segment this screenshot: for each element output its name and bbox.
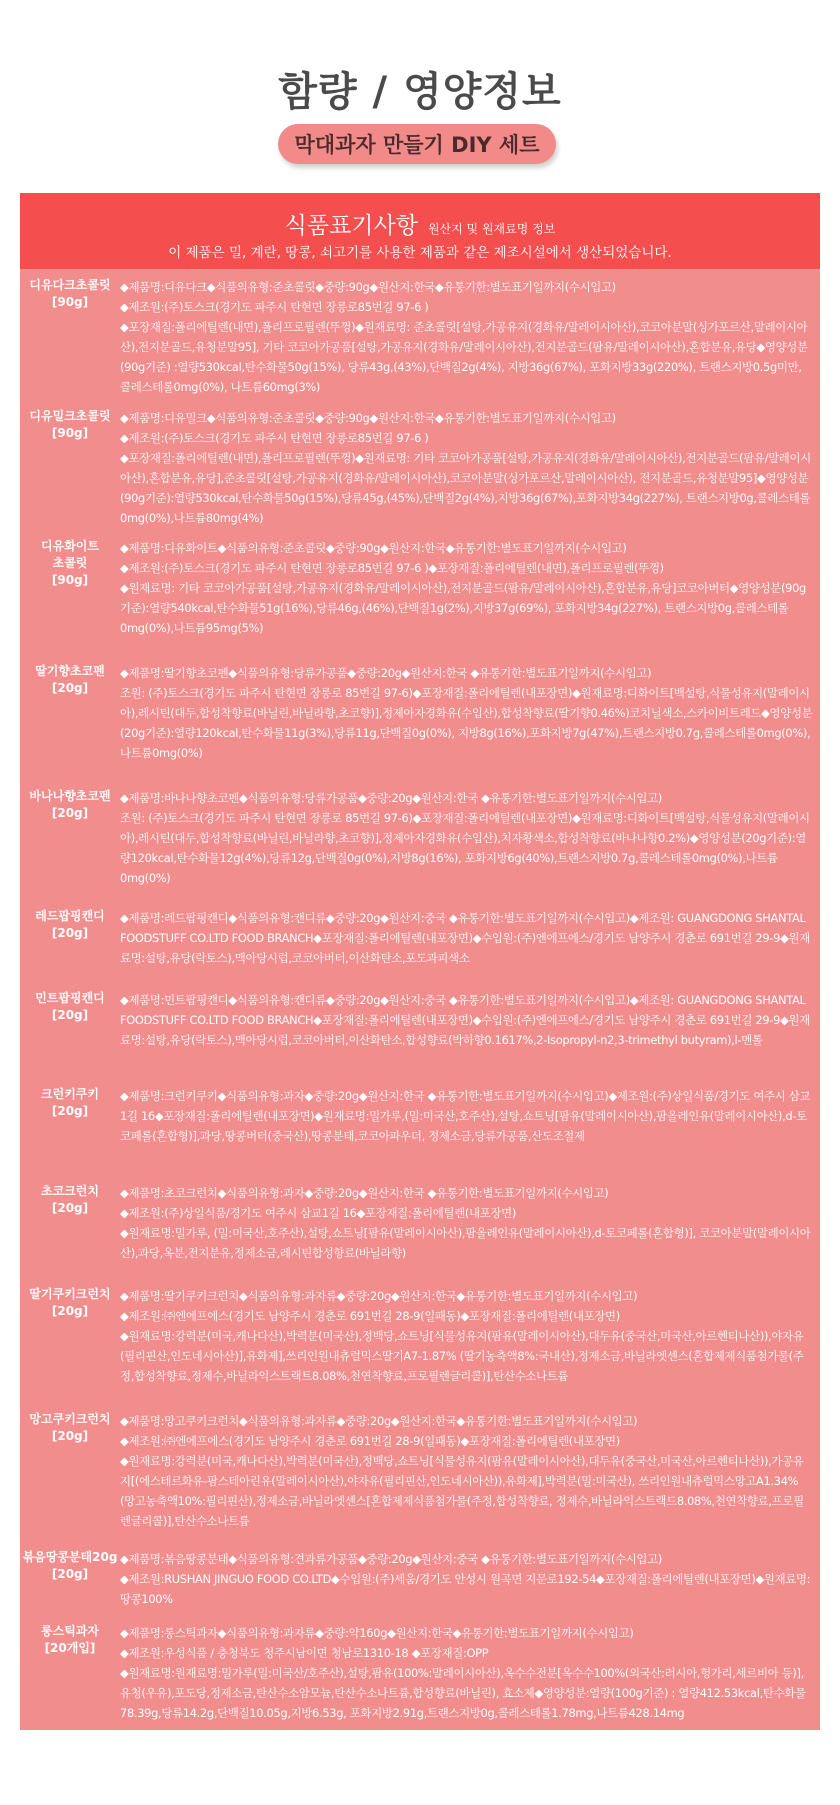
product-name-line: [20g] <box>51 926 89 940</box>
product-name-line: 크런키쿠키 <box>41 1087 99 1101</box>
detail-paragraph: ◆제품명:딸기쿠키크런치◆식품의유형:과자류◆중량:20g◆원산지:한국◆유통기한:별도표기일까지(수시입고) <box>120 1289 638 1303</box>
product-details <box>120 1086 813 1146</box>
product-details <box>120 788 813 888</box>
detail-paragraph: ◆제품명:디유다크◆식품의유형:준초콜릿◆중량:90g◆원산지:한국◆유통기한:별도표기일까지(수시입고) <box>120 280 616 294</box>
detail-paragraph: ◆제품명:바나나향초코펜◆식품의유형:당류가공품◆중량:20g◆원산지:한국 ◆유통기한:별도표기일까지(수시입고) <box>120 791 662 805</box>
detail-paragraph: ◆제조원:(주)토스크(경기도 파주시 탄현면 장릉로85번길 97-6 ) <box>120 431 429 445</box>
detail-paragraph: ◆제품명:초코크런치◆식품의유형:과자◆중량:20g◆원산지:한국 ◆유통기한:별도표기일까지(수시입고) <box>120 1186 609 1200</box>
product-name <box>20 990 120 1024</box>
product-name-line: [20g] <box>51 1567 89 1581</box>
header-description: 이 제품은 밀, 계란, 땅콩, 쇠고기를 사용한 제품과 같은 제조시설에서 생산되었습니다. <box>168 245 672 261</box>
product-name-line: [20g] <box>51 1304 89 1318</box>
product-name <box>20 1411 120 1445</box>
detail-paragraph: ◆제품명:망고쿠키크런치◆식품의유형:과자류◆중량:20g◆원산지:한국◆유통기한:별도표기일까지(수시입고) <box>120 1414 638 1428</box>
product-name-line: 딸기향초코펜 <box>35 664 105 678</box>
product-name-line: 디유다크초콜릿 <box>29 278 111 292</box>
detail-paragraph: ◆제조원:우성식품 / 충청북도 청주시남이면 청남로1310-18 ◆포장재질:OPP <box>120 1646 489 1660</box>
product-name <box>20 788 120 822</box>
product-name-line: [20g] <box>51 1104 89 1118</box>
product-name-line: [20g] <box>51 1201 89 1215</box>
detail-paragraph: ◆제조원:(주)토스크(경기도 파주시 탄현면 장릉로85번길 97-6 )◆포장재질:폴리에틸렌(내면),폴리프로필렌(뚜껑) <box>120 561 664 575</box>
product-name-line: 초코크런치 <box>41 1184 99 1198</box>
food-label-panel <box>20 193 820 1730</box>
product-name-line: [20g] <box>51 1008 89 1022</box>
product-details <box>120 1286 813 1386</box>
detail-paragraph: ◆제품명:크런키쿠키◆식품의유형:과자◆중량:20g◆원산지:한국 ◆유통기한:별도표기일까지(수시입고)◆제조원:(주)상일식품/경기도 여주시 삼교1길 16◆포장재질:폴리에틸렌(내포장면)◆원재료명:밀가루,(밀:미국산,호주산),설탕,쇼트닝[팜유(말레이시아산),팜올레인유(말레이시아산),d-토코페롤(혼합형)],과당,땅콩버터(중국산),땅콩분태,코코아파우더, 정제소금,당류가공품,산도조절제 <box>120 1089 811 1143</box>
product-name-line: [20g] <box>51 681 89 695</box>
product-name-line: 망고쿠키크런치 <box>29 1412 111 1426</box>
detail-paragraph: ◆제품명:레드팝핑캔디◆식품의유형:캔디류◆중량:20g◆원산지:중국 ◆유통기한:별도표기일까지(수시입고)◆제조원: GUANGDONG SHANTAL FOODSTUFF CO.LTD FOOD BRANCH◆포장재질:폴리에틸렌(내포장면)◆수입원:(주)엔에프에스/경기도 남양주시 경춘로 691번길 29-9◆원재료명:설탕,유당(락토스),맥아당시럽,코코아버터,이산화탄소,포도과피색소 <box>120 911 810 965</box>
detail-paragraph: ◆제조원:(주)토스크(경기도 파주시 탄현면 장릉로85번길 97-6 ) <box>120 300 429 314</box>
subtitle-badge <box>278 124 556 164</box>
product-details <box>120 408 813 528</box>
detail-paragraph: 조원: (주)토스크(경기도 파주시 탄현면 장릉로 85번길 97-6)◆포장재질:폴리에틸렌(내포장면)◆원재료명:디화이트[백설탕,식물성유지(말레이시아),레시틴(대두,합성착향료(바닐린,바닐라향,초코향)],정제아자경화유(수입산),합성착향료(딸기향0.46%)코치닐색소,스카이비트레드◆영양성분(20g기준):열량120kcal,탄수화물11g(3%),당류11g,단백질0g(0%), 지방8g(16%),포화지방7g(47%),트랜스지방0.7g,콜레스테롤0mg(0%),나트륨0mg(0%) <box>120 686 813 760</box>
product-name-line: 볶음땅콩분태20g <box>22 1550 118 1564</box>
product-details <box>120 1411 813 1531</box>
detail-paragraph: ◆제조원:㈜엔에프에스(경기도 남양주시 경춘로 691번길 28-9(일패동)◆포장재질:폴리에틸렌(내포장면) <box>120 1434 620 1448</box>
product-name-line: [90g] <box>51 295 89 309</box>
detail-paragraph: ◆제품명:볶음땅콩분태◆식품의유형:견과류가공품◆중량:20g◆원산지:중국 ◆유통기한:별도표기일까지(수시입고) <box>120 1552 662 1566</box>
header-title-row <box>20 207 820 240</box>
product-name-line: 디유화이트 <box>41 539 99 553</box>
detail-paragraph: ◆제조원:RUSHAN JINGUO FOOD CO.LTD◆수입원:(주)세움/경기도 안성시 원곡면 지문로192-54◆포장재질:폴리에틸렌(내포장면)◆원재료명:땅콩100% <box>120 1572 811 1606</box>
product-name-line: 딸기쿠키크런치 <box>29 1287 111 1301</box>
product-name <box>20 1549 120 1583</box>
product-name-line: [20g] <box>51 806 89 820</box>
product-details <box>120 1623 813 1723</box>
subtitle-label: 막대과자 만들기 DIY 세트 <box>294 133 540 157</box>
detail-paragraph: ◆원재료명: 기타 코코아가공품[설탕,가공유지(경화유/말레이시아산),전지분골드(팜유/말레이시아산),혼합분유,유당]코코아버터◆영양성분(90g기준):열량540kcal,탄수화물51g(16%),당류46g,(46%),단백질1g(2%),지방37g(69%), 포화지방34g(227%), 트랜스지방0g,콜레스테롤0mg(0%),나트륨95mg(5%) <box>120 581 806 635</box>
detail-paragraph: ◆제품명:딸기향초코펜◆식품의유형:당류가공품◆중량:20g◆원산지:한국 ◆유통기한:별도표기일까지(수시입고) <box>120 666 652 680</box>
detail-paragraph: ◆원재료명:강력분(미국,캐나다산),박력분(미국산),정백당,쇼트닝[식물성유지(팜유(말레이시아산),대두유(중국산,미국산,아르헨티나산)),야자유(필리핀산,인도네시아산)],유화제],쓰리인원내츄럴믹스딸기A7-1.87% (딸기농축액8%:국내산),정제소금,바닐라엣센스(혼합제제식품첨가물(주정,합성착향료,정제수,바닐라익스트랙트8.08%,천연착향료,프로필렌글리콜)],탄산수소나트륨 <box>120 1329 804 1383</box>
product-name <box>20 1286 120 1320</box>
product-name <box>20 538 120 589</box>
panel-header <box>20 193 820 269</box>
detail-paragraph: ◆원재료명:강력분(미국,캐나다산),박력분(미국산),정백당,쇼트닝[식물성유지(팜유(말레이시아산),대두유(중국산,미국산,아르헨티나산)),가공유지[(에스테르화유-팜스테아린유(말레이시아산),야자유(필리핀산,인도네시아산)),유화제],박력분(밀:미국산), 쓰리인원내츄럴믹스망고A1.34%(망고농축액10%:필리핀산),정제소금,바닐라엣센스[혼합제제식품첨가물(주정,합성착향료, 정제수,바닐라익스트랙드8.08%,천연착향료,프로필렌글리콜)],탄산수소나트륨 <box>120 1454 804 1528</box>
detail-paragraph: ◆원재료명:밀가루, (밀:미국산,호주산),설탕,쇼트닝[팜유(말레이시아산),팜올레인유(말레이시아산),d-토코페롤(혼합형)], 코코아분말(말레이시아산),과당,옥분,전지분유,정제소금,레시틴합성향료(바닐라향) <box>120 1226 811 1260</box>
product-name-line: [20g] <box>51 1429 89 1443</box>
header-subtitle: 원산지 및 원재료명 정보 <box>427 222 556 236</box>
product-name <box>20 908 120 942</box>
product-details <box>120 1549 813 1609</box>
detail-paragraph: ◆포장재질:폴리에틸렌(내면),폴리프로필렌(뚜껑)◆원재료명: 기타 코코아가공품[설탕,가공유지(경화유/말레이시아산),전지분골드(팜유/말레이시아산),혼합분유,유당],준초콜릿[설탕,가공유지(경화유/말레이시아산),코코아분말(싱가포르산,말레이시아산), 전지분골드,유청분말95]◆영양성분(90g기준):열량530kcal,탄수화물50g(15%),당류45g,(45%),단백질2g(4%),지방36g(67%),포화지방34g(227%), 트랜스지방0g,콜레스테롤0mg(0%),나트륨80mg(4%) <box>120 451 811 525</box>
product-name-line: [90g] <box>51 573 89 587</box>
product-name-line: 초콜릿 <box>52 556 88 570</box>
product-name <box>20 1086 120 1120</box>
product-details <box>120 1183 813 1263</box>
product-name <box>20 1623 120 1657</box>
product-name <box>20 408 120 442</box>
product-details <box>120 538 813 638</box>
detail-paragraph: 조원: (주)토스크(경기도 파주시 탄현면 장릉로 85번길 97-6)◆포장재질:폴리에틸렌(내포장면)◆원재료명:디화이트[백설탕,식물성유지(말레이시아),레시틴(대두,합성착향료(바닐린,바닐라향,초코향)],정제아자경화유(수입산),치자황색소,합성착향료(바나나향0.2%)◆영양성분(20g기준):열량120kcal,탄수화물12g(4%),당류12g,단백질0g(0%),지방8g(16%), 포화지방6g(40%),트랜스지방0.7g,콜레스테롤0mg(0%),나트륨0mg(0%) <box>120 811 810 885</box>
detail-paragraph: ◆원재료명:원재료명:밀가루(밀:미국산/호주산),설탕,팜유(100%:말레이시아산),옥수수전분[옥수수100%(외국산:러시아,헝가리,세르비아 등)],유청(우유),포도당,정제소금,탄산수소암모늄,탄산수소나트륨,합성향료(바닐린), 효소제◆영양성분:열량(100g기준) : 열량412.53kcal,탄수화물78.39g,당류14.2g,단백질10.05g,지방6.53g, 포화지방2.91g,트랜스지방0g,콜레스테롤1.78mg,나트륨428.14mg <box>120 1666 806 1720</box>
product-name-line: 롱스틱과자 <box>41 1624 99 1638</box>
product-name-line: 레드팝핑캔디 <box>35 909 105 923</box>
detail-paragraph: ◆제품명:디유밀크◆식품의유형:준초콜릿◆중량:90g◆원산지:한국◆유통기한:별도표기일까지(수시입고) <box>120 411 616 425</box>
detail-paragraph: ◆제품명:민트팝핑캔디◆식품의유형:캔디류◆중량:20g◆원산지:중국 ◆유통기한:별도표기일까지(수시입고)◆제조원: GUANGDONG SHANTAL FOODSTUFF CO.LTD FOOD BRANCH◆포장재질:폴리에틸렌(내포장면)◆수입원:(주)엔에프에스/경기도 남양주시 경춘로 691번길 29-9◆원재료명:설탕,유당(락토스),맥아당시럽,코코아버터,이산화탄소,합성향료(박하향0.1617%,2-Isopropyl-n2,3-trimethyl butyram),l-멘톨 <box>120 993 810 1047</box>
product-name-line: 바나나향초코펜 <box>29 789 111 803</box>
product-name <box>20 277 120 311</box>
detail-paragraph: ◆제조원:㈜엔에프에스(경기도 남양주시 경춘로 691번길 28-9(일패동)◆포장재질:폴리에틸렌(내포장면) <box>120 1309 620 1323</box>
product-details <box>120 663 813 763</box>
header-title: 식품표기사항 <box>284 213 418 239</box>
page-title: 함량 / 영양정보 <box>278 69 562 115</box>
detail-paragraph: ◆제품명:롱스틱과자◆식품의유형:과자류◆중량:약160g◆원산지:한국◆유통기한:별도표기일까지(수시입고) <box>120 1626 634 1640</box>
product-details <box>120 908 813 968</box>
product-details <box>120 277 813 397</box>
product-name-line: 디유밀크초콜릿 <box>29 409 111 423</box>
product-name-line: [20개입] <box>44 1641 96 1655</box>
product-name-line: 민트팝핑캔디 <box>35 991 105 1005</box>
detail-paragraph: ◆제품명:디유화이트◆식품의유형:준초콜릿◆중량:90g◆원산지:한국◆유통기한:별도표기일까지(수시입고) <box>120 541 627 555</box>
product-name <box>20 1183 120 1217</box>
product-details <box>120 990 813 1050</box>
detail-paragraph: ◆포장재질:폴리에틸렌(내면),폴리프로필렌(뚜껑)◆원재료명: 준초콜릿[설탕,가공유지(경화유/말레이시아산),코코아분말(싱가포르산,말레이시아산),전지분골드,유청분말95], 기타 코코아가공품[설탕,가공유지(경화유/말레이시아산),전지분골드(팜유/말레이시아산),혼합분유,유당◆영양성분(90g기준) :열량530kcal,탄수화물50g(15%), 당류43g,(43%),단백질2g(4%), 지방36g(67%), 포화지방33g(220%), 트랜스지방0.5g미만, 콜레스테롤0mg(0%), 나트륨60mg(3%) <box>120 320 808 394</box>
product-name-line: [90g] <box>51 426 89 440</box>
product-name <box>20 663 120 697</box>
detail-paragraph: ◆제조원:(주)상일식품/경기도 여주시 삼교1길 16◆포장재질:폴리에틸렌(내포장면) <box>120 1206 517 1220</box>
